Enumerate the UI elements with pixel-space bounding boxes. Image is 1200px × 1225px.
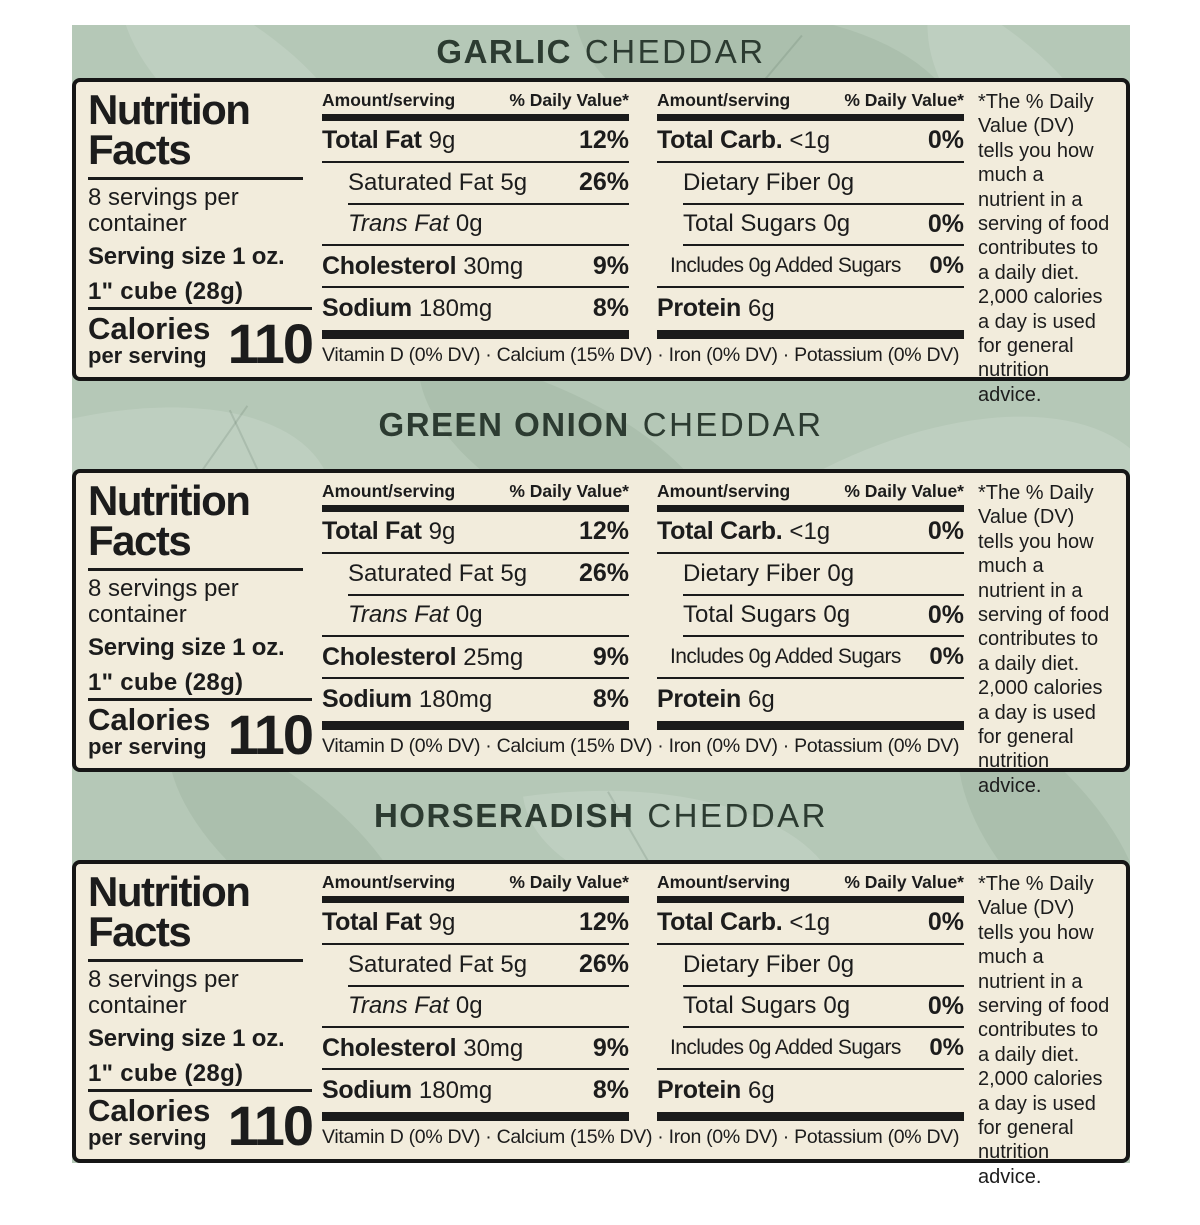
serving-info-column: [88, 868, 318, 1158]
nutrition-facts-panel-garlic: [72, 78, 1130, 406]
nutrition-facts-panel-horseradish: [72, 860, 1130, 1188]
nutrient-row: [322, 512, 629, 552]
nutrient-row: [322, 163, 629, 203]
nutrient-amount: 6g: [748, 1076, 775, 1104]
nutrient-label: Total Sugars: [683, 601, 817, 629]
nutrient-amount: 0g: [455, 210, 483, 238]
nutrient-amount: 0g: [455, 601, 483, 629]
nutrient-amount: 6g: [748, 685, 775, 713]
daily-value-header: % Daily Value*: [844, 90, 964, 110]
nutrient-amount: <1g: [789, 518, 831, 546]
nutrient-row: [322, 288, 629, 328]
nutrition-facts-heading: [88, 477, 312, 564]
serving-size-cube: 1" cube (28g): [88, 668, 244, 696]
calories-value: 110: [227, 312, 312, 376]
serving-size-cube: 1" cube (28g): [88, 1059, 244, 1087]
nutrient-row: [322, 903, 629, 943]
nf-heading-line1: Nutrition: [88, 868, 250, 915]
nutrients-area: [318, 872, 968, 1149]
daily-value-header: % Daily Value*: [509, 481, 629, 501]
fat-column: [322, 90, 629, 339]
nutrient-label: Cholesterol: [322, 1033, 457, 1062]
nutrient-row: [657, 246, 964, 286]
nutrient-label: Saturated Fat: [348, 559, 494, 587]
nutrient-label: Includes 0g Added Sugars: [670, 645, 901, 669]
nutrient-amount: <1g: [789, 909, 831, 937]
amount-serving-header: Amount/serving: [322, 481, 456, 501]
column-header: [322, 90, 629, 121]
nutrient-row: [657, 679, 964, 719]
calories-row: [88, 310, 312, 376]
nf-heading-line2: Facts: [88, 516, 191, 564]
nutrient-label: Total Carb.: [657, 126, 783, 155]
nutrient-label: Dietary Fiber: [683, 559, 821, 587]
nutrient-label: Protein: [657, 1075, 742, 1104]
serving-size: Serving size 1 oz.: [88, 242, 285, 270]
nutrient-daily-value: 0%: [927, 209, 964, 238]
divider: [88, 1089, 312, 1092]
nutrient-label: Total Sugars: [683, 210, 817, 238]
nutrient-row: [657, 512, 964, 552]
nutrients-area: [318, 481, 968, 758]
servings-per-container: [88, 967, 312, 1020]
nutrient-daily-value: 8%: [592, 293, 629, 322]
nutrient-rows: [657, 121, 964, 328]
carb-column: [657, 90, 964, 339]
nutrient-daily-value: 0%: [927, 126, 964, 155]
nutrient-row: [657, 205, 964, 245]
daily-value-footnote: *The % Daily Value (DV) tells you how much a nutrient in a serving of food contributes to a daily diet. 2,000 calories a day is used for general nutrition advice.: [978, 873, 1110, 1188]
column-header: [657, 90, 964, 121]
flavor-title-bold: GARLIC: [436, 32, 572, 70]
nutrient-amount: 0g: [823, 210, 851, 238]
calories-label: Calories: [88, 310, 211, 346]
serving-info-column: [88, 86, 318, 376]
nf-heading-line2: Facts: [88, 907, 191, 955]
serving-info-column: [88, 477, 318, 767]
thick-bar: [322, 721, 629, 730]
nutrient-daily-value: 9%: [592, 1033, 629, 1062]
nutrient-amount: 30mg: [463, 1034, 524, 1062]
fat-column: [322, 872, 629, 1121]
nutrient-amount: 9g: [428, 909, 456, 937]
divider: [88, 698, 312, 701]
daily-value-header: % Daily Value*: [844, 481, 964, 501]
nutrient-daily-value: 0%: [927, 908, 964, 937]
nutrient-amount: 0g: [827, 559, 855, 587]
package-label: [72, 25, 1130, 1188]
vitamins-line: Vitamin D (0% DV) · Calcium (15% DV) · Iron (0% DV) · Potassium (0% DV): [322, 1126, 960, 1148]
nutrient-amount: 6g: [748, 294, 775, 322]
nutrient-daily-value: 9%: [592, 251, 629, 280]
calories-row: [88, 1092, 312, 1158]
calories-value: 110: [227, 1094, 312, 1158]
nutrient-amount: 30mg: [463, 252, 524, 280]
nutrient-label: Protein: [657, 293, 742, 322]
nutrient-row: [657, 945, 964, 985]
nutrient-label: Sodium: [322, 293, 412, 322]
nutrient-daily-value: 26%: [578, 950, 629, 979]
nutrient-row: [322, 945, 629, 985]
thick-bar: [657, 721, 964, 730]
amount-serving-header: Amount/serving: [657, 481, 791, 501]
nutrient-amount: 5g: [500, 950, 528, 978]
nutrient-rows: [657, 512, 964, 719]
nutrient-amount: <1g: [789, 127, 831, 155]
calories-block: [88, 307, 312, 376]
nutrient-label: Cholesterol: [322, 251, 457, 280]
nutrient-daily-value: 26%: [578, 168, 629, 197]
nutrient-label: Total Fat: [322, 908, 422, 937]
nutrient-label: Total Fat: [322, 517, 422, 546]
calories-sublabel: per serving: [88, 342, 207, 368]
flavor-title: [72, 25, 1130, 78]
nutrient-label: Includes 0g Added Sugars: [670, 1036, 901, 1060]
nutrient-label: Cholesterol: [322, 642, 457, 671]
nutrient-label: Trans Fat: [348, 601, 449, 629]
calories-label: Calories: [88, 1092, 211, 1128]
nutrient-row: [322, 205, 629, 245]
daily-value-header: % Daily Value*: [509, 90, 629, 110]
nutrient-amount: 0g: [827, 168, 855, 196]
servings-line1: 8 servings per: [88, 183, 239, 211]
nutrient-amount: 0g: [455, 992, 483, 1020]
flavor-title-light: CHEDDAR: [584, 32, 766, 70]
divider: [88, 568, 303, 571]
nutrient-amount: 5g: [500, 559, 528, 587]
nutrient-row: [322, 1070, 629, 1110]
servings-line1: 8 servings per: [88, 965, 239, 993]
nutrient-daily-value: 0%: [929, 1034, 964, 1062]
nutrient-label: Dietary Fiber: [683, 168, 821, 196]
serving-size: Serving size 1 oz.: [88, 1024, 285, 1052]
nutrient-amount: 9g: [428, 518, 456, 546]
servings-per-container: [88, 576, 312, 629]
nutrient-rows: [322, 121, 629, 328]
calories-sublabel: per serving: [88, 733, 207, 759]
nutrient-label: Includes 0g Added Sugars: [670, 254, 901, 278]
amount-serving-header: Amount/serving: [657, 872, 791, 892]
amount-serving-header: Amount/serving: [322, 90, 456, 110]
calories-value: 110: [227, 703, 312, 767]
nf-heading-line1: Nutrition: [88, 477, 250, 524]
nutrient-row: [657, 121, 964, 161]
servings-line2: container: [88, 601, 187, 629]
column-header: [657, 872, 964, 903]
nutrition-facts-heading: [88, 868, 312, 955]
servings-line2: container: [88, 992, 187, 1020]
nutrient-row: [657, 987, 964, 1027]
flavor-band-green-onion: [72, 381, 1130, 469]
nutrient-rows: [657, 903, 964, 1110]
nutrient-label: Total Carb.: [657, 908, 783, 937]
nutrient-label: Saturated Fat: [348, 950, 494, 978]
flavor-title-light: CHEDDAR: [642, 406, 824, 443]
serving-size-cube: 1" cube (28g): [88, 277, 244, 305]
nutrient-daily-value: 12%: [578, 908, 629, 937]
nutrient-row: [657, 596, 964, 636]
calories-block: [88, 1089, 312, 1158]
carb-column: [657, 481, 964, 730]
nutrition-facts-panel-green-onion: [72, 469, 1130, 797]
nutrient-label: Trans Fat: [348, 210, 449, 238]
nutrient-amount: 0g: [827, 950, 855, 978]
nutrient-daily-value: 8%: [592, 1075, 629, 1104]
nutrient-label: Dietary Fiber: [683, 950, 821, 978]
thick-bar: [322, 1112, 629, 1121]
column-header: [657, 481, 964, 512]
daily-value-header: % Daily Value*: [844, 872, 964, 892]
nutrient-label: Saturated Fat: [348, 168, 494, 196]
nutrient-label: Protein: [657, 684, 742, 713]
nutrient-row: [657, 637, 964, 677]
calories-label: Calories: [88, 701, 211, 737]
thick-bar: [657, 1112, 964, 1121]
vitamins-line: Vitamin D (0% DV) · Calcium (15% DV) · Iron (0% DV) · Potassium (0% DV): [322, 735, 960, 757]
nutrient-label: Trans Fat: [348, 992, 449, 1020]
nutrient-label: Sodium: [322, 684, 412, 713]
nutrient-amount: 25mg: [463, 643, 524, 671]
nutrient-daily-value: 8%: [592, 684, 629, 713]
amount-serving-header: Amount/serving: [322, 872, 456, 892]
flavor-title-light: CHEDDAR: [647, 797, 829, 834]
nutrient-daily-value: 0%: [929, 643, 964, 671]
nutrient-amount: 5g: [500, 168, 528, 196]
nutrient-daily-value: 0%: [927, 600, 964, 629]
nutrient-daily-value: 26%: [578, 559, 629, 588]
nutrient-row: [657, 554, 964, 594]
nutrient-daily-value: 12%: [578, 126, 629, 155]
nutrient-daily-value: 0%: [927, 991, 964, 1020]
flavor-title-bold: HORSERADISH: [373, 797, 635, 834]
nutrient-row: [657, 288, 964, 328]
nutrient-daily-value: 12%: [578, 517, 629, 546]
nutrients-area: [318, 90, 968, 367]
nutrient-row: [657, 1070, 964, 1110]
nutrient-amount: 0g: [823, 992, 851, 1020]
nutrient-rows: [322, 512, 629, 719]
nf-heading-line1: Nutrition: [88, 86, 250, 133]
column-header: [322, 481, 629, 512]
carb-column: [657, 872, 964, 1121]
nutrient-row: [322, 554, 629, 594]
servings-per-container: [88, 185, 312, 238]
nutrient-amount: 180mg: [418, 685, 493, 713]
nf-heading-line2: Facts: [88, 125, 191, 173]
divider: [88, 307, 312, 310]
nutrient-row: [322, 121, 629, 161]
nutrient-label: Sodium: [322, 1075, 412, 1104]
flavor-band-garlic: [72, 25, 1130, 78]
flavor-title: [72, 381, 1130, 469]
divider: [88, 177, 303, 180]
nutrient-row: [322, 987, 629, 1027]
nutrition-facts-heading: [88, 86, 312, 173]
calories-row: [88, 701, 312, 767]
calories-sublabel: per serving: [88, 1124, 207, 1150]
nutrient-daily-value: 0%: [929, 252, 964, 280]
flavor-band-horseradish: [72, 772, 1130, 860]
divider: [88, 959, 303, 962]
column-header: [322, 872, 629, 903]
calories-block: [88, 698, 312, 767]
nutrient-row: [657, 1028, 964, 1068]
fat-column: [322, 481, 629, 730]
nutrient-daily-value: 9%: [592, 642, 629, 671]
nutrient-label: Total Sugars: [683, 992, 817, 1020]
nutrient-amount: 9g: [428, 127, 456, 155]
nutrient-row: [322, 637, 629, 677]
nutrient-row: [657, 903, 964, 943]
nutrient-daily-value: 0%: [927, 517, 964, 546]
nutrient-row: [322, 679, 629, 719]
vitamins-line: Vitamin D (0% DV) · Calcium (15% DV) · Iron (0% DV) · Potassium (0% DV): [322, 344, 960, 366]
servings-line2: container: [88, 210, 187, 238]
daily-value-footnote: *The % Daily Value (DV) tells you how much a nutrient in a serving of food contributes to a daily diet. 2,000 calories a day is used for general nutrition advice.: [978, 482, 1110, 797]
daily-value-header: % Daily Value*: [509, 872, 629, 892]
nutrient-row: [322, 596, 629, 636]
flavor-title-bold: GREEN ONION: [378, 406, 630, 443]
amount-serving-header: Amount/serving: [657, 90, 791, 110]
daily-value-footnote: *The % Daily Value (DV) tells you how much a nutrient in a serving of food contributes to a daily diet. 2,000 calories a day is used for general nutrition advice.: [978, 91, 1110, 406]
servings-line1: 8 servings per: [88, 574, 239, 602]
thick-bar: [322, 330, 629, 339]
serving-size: Serving size 1 oz.: [88, 633, 285, 661]
nutrient-row: [657, 163, 964, 203]
nutrient-label: Total Carb.: [657, 517, 783, 546]
thick-bar: [657, 330, 964, 339]
nutrient-amount: 180mg: [418, 1076, 493, 1104]
flavor-title: [72, 772, 1130, 860]
nutrient-amount: 180mg: [418, 294, 493, 322]
nutrient-rows: [322, 903, 629, 1110]
nutrient-label: Total Fat: [322, 126, 422, 155]
nutrient-amount: 0g: [823, 601, 851, 629]
nutrient-row: [322, 1028, 629, 1068]
nutrient-row: [322, 246, 629, 286]
